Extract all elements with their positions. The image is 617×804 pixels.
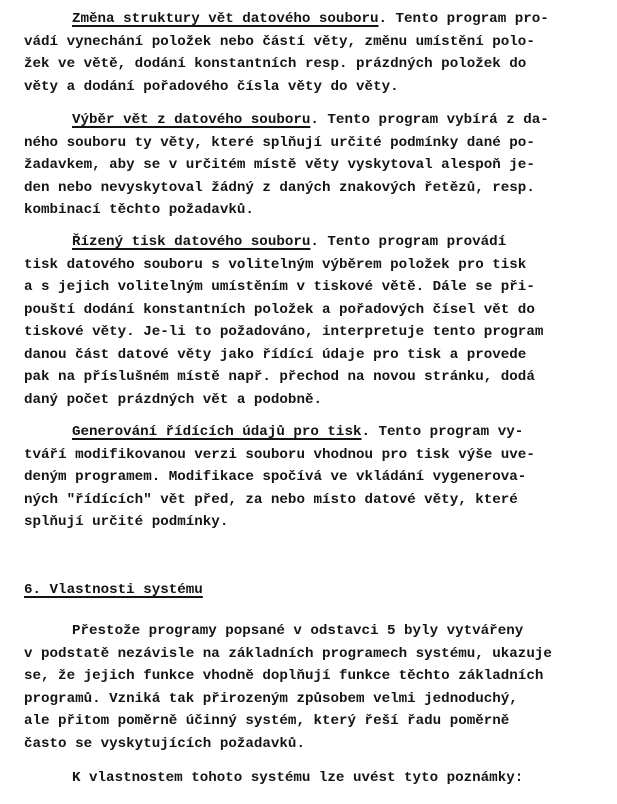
paragraph-system-properties xyxy=(24,620,604,755)
text-line: ných "řídících" vět před, za nebo místo datové věty, které xyxy=(24,491,518,508)
section-title: Generování řídících údajů pro tisk xyxy=(72,424,362,440)
text-line: . Tento program vy- xyxy=(361,424,524,440)
text-line: . Tento program vybírá z da- xyxy=(310,112,549,128)
text-line: pak na příslušném místě např. přechod na novou stránku, dodá xyxy=(24,369,535,385)
paragraph-controlled-print xyxy=(24,231,604,411)
text-line: věty a dodání pořadového čísla věty do věty. xyxy=(24,78,399,95)
paragraph-first-line xyxy=(24,231,604,254)
text-line: deným programem. Modifikace spočívá ve vkládání vygenerova- xyxy=(24,469,527,485)
section-title: Řízený tisk datového souboru xyxy=(72,234,311,250)
paragraph-record-selection xyxy=(24,109,604,222)
text-line: ale přitom poměrně účinný systém, který řeší řadu poměrně xyxy=(24,713,510,729)
section-title: Změna struktury vět datového souboru xyxy=(72,11,379,27)
text-line: den nebo nevyskytoval žádný z daných znakových řetězů, resp. xyxy=(24,179,535,196)
paragraph-print-control-generation xyxy=(24,421,604,534)
text-line: žadavkem, aby se v určitém místě věty vyskytoval alespoň je- xyxy=(24,157,535,173)
paragraph-system-notes xyxy=(24,767,604,790)
paragraph-first-line xyxy=(24,421,604,444)
text-line: daný počet prázdných vět a podobně. xyxy=(24,391,322,408)
text-line: kombinací těchto požadavků. xyxy=(24,202,254,218)
paragraph-first-line xyxy=(24,109,604,132)
text-line: splňují určité podmínky. xyxy=(24,514,229,530)
text-line: a s jejich volitelným umístěním v tiskové větě. Dále se při- xyxy=(24,279,535,295)
text-line: tváří modifikovanou verzi souboru vhodnou pro tisk výše uve- xyxy=(24,446,535,463)
text-line: . Tento program provádí xyxy=(310,234,507,250)
text-line: vádí vynechání položek nebo částí věty, změnu umístění polo- xyxy=(24,33,535,50)
text-line: v podstatě nezávisle na základních programech systému, ukazuje xyxy=(24,645,552,662)
text-line: se, že jejich funkce vhodně doplňují funkce těchto základních xyxy=(24,668,544,684)
text-line: ného souboru ty věty, které splňují určité podmínky dané po- xyxy=(24,134,535,151)
text-line: Přestože programy popsané v odstavci 5 byly vytvářeny xyxy=(72,623,524,639)
text-line: danou část datové věty jako řídící údaje pro tisk a provede xyxy=(24,346,527,363)
text-line: programů. Vzniká tak přirozeným způsobem velmi jednoduchý, xyxy=(24,690,518,707)
text-line: pouští dodání konstantních položek a pořadových čísel vět do xyxy=(24,301,535,318)
text-line: tiskové věty. Je-li to požadováno, interpretuje tento program xyxy=(24,324,544,340)
text-line: často se vyskytujících požadavků. xyxy=(24,735,305,752)
text-line: . Tento program pro- xyxy=(378,11,549,27)
text-line: K vlastnostem tohoto systému lze uvést tyto poznámky: xyxy=(72,770,524,786)
text-line: žek ve větě, dodání konstantních resp. prázdných položek do xyxy=(24,56,527,72)
paragraph-structure-change xyxy=(24,8,604,98)
paragraph-first-line xyxy=(24,8,604,31)
text-line: tisk datového souboru s volitelným výběrem položek pro tisk xyxy=(24,256,527,273)
section-heading: 6. Vlastnosti systému xyxy=(24,582,203,598)
section-title: Výběr vět z datového souboru xyxy=(72,112,311,128)
